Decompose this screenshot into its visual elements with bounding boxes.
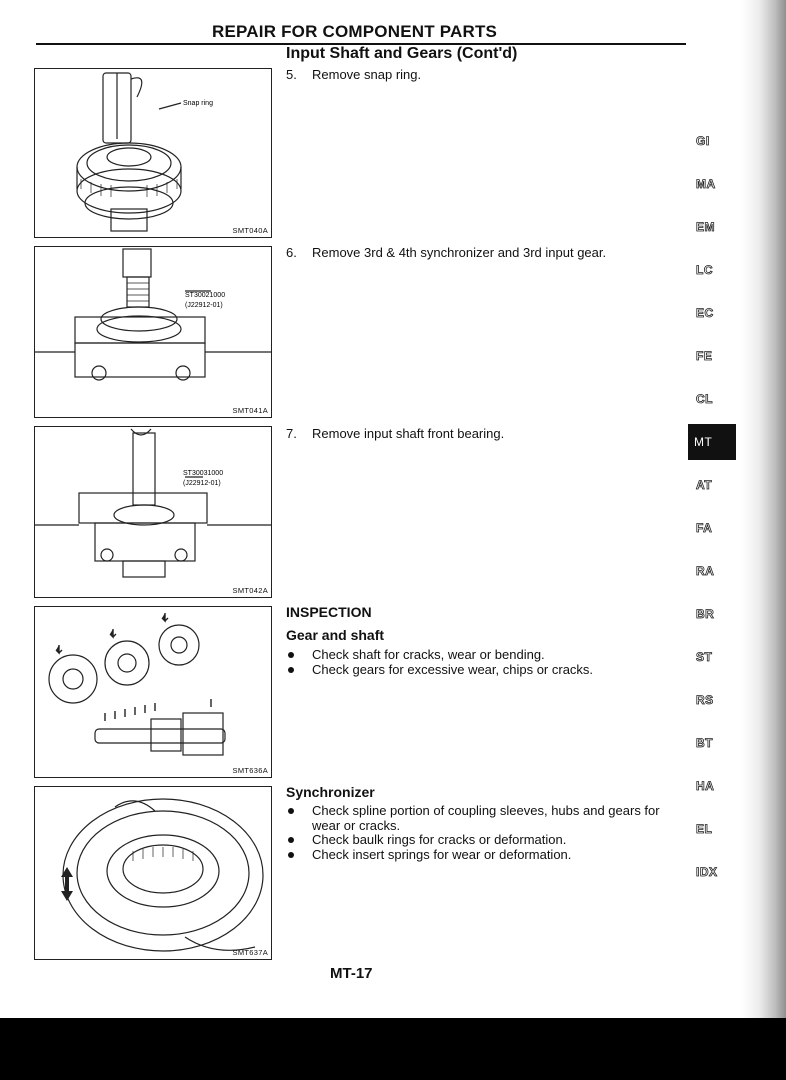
section-title: Input Shaft and Gears (Cont'd) [286, 45, 518, 62]
callout-tool-number: ST30021000 [185, 292, 226, 299]
tab-ra[interactable]: RA [696, 564, 715, 578]
tab-fe[interactable]: FE [696, 349, 713, 363]
bullet-item: Check spline portion of coupling sleeves, hubs and gears for wear or cracks. [286, 804, 690, 833]
step-6 [286, 245, 606, 260]
step-number: 6. [286, 245, 297, 260]
tab-st[interactable]: ST [696, 650, 713, 664]
synchronizer-inspection-illustration [35, 787, 271, 959]
bullet-item: Check shaft for cracks, wear or bending. [286, 648, 696, 663]
step-text: Remove input shaft front bearing. [312, 426, 505, 441]
figure-code: SMT040A [232, 226, 268, 235]
figure-front-bearing-removal [34, 426, 272, 598]
step-text: Remove 3rd & 4th synchronizer and 3rd input gear. [312, 245, 607, 260]
figure-synchronizer-inspection [34, 786, 272, 960]
step-7 [286, 426, 504, 441]
tab-gi[interactable]: GI [696, 134, 710, 148]
figure-code: SMT042A [232, 586, 268, 595]
figure-synchronizer-removal [34, 246, 272, 418]
callout-tool-alt-number: (J22912-01) [185, 302, 223, 309]
callout-tool-alt-number: (J22912-01) [183, 480, 221, 487]
tab-fa[interactable]: FA [696, 521, 713, 535]
step-number: 5. [286, 67, 297, 82]
bullet-item: Check gears for excessive wear, chips or cracks. [286, 663, 696, 678]
tab-cl[interactable]: CL [696, 392, 713, 406]
figure-snap-ring [34, 68, 272, 238]
tab-idx[interactable]: IDX [696, 865, 718, 879]
tab-el[interactable]: EL [696, 822, 713, 836]
front-bearing-removal-illustration [35, 427, 271, 597]
page-number: MT-17 [330, 965, 373, 982]
step-text: Remove snap ring. [312, 67, 422, 82]
callout-snap-ring: Snap ring [183, 100, 213, 107]
synchronizer-removal-illustration [35, 247, 271, 417]
synchronizer-bullets [286, 804, 690, 862]
figure-code: SMT041A [232, 406, 268, 415]
bullet-item: Check insert springs for wear or deformation. [286, 848, 690, 863]
scan-shadow-edge [742, 0, 786, 1018]
page-title: REPAIR FOR COMPONENT PARTS [212, 22, 498, 41]
synchronizer-heading: Synchronizer [286, 784, 375, 800]
snap-ring-illustration [35, 69, 271, 237]
tab-rs[interactable]: RS [696, 693, 714, 707]
bullet-item: Check baulk rings for cracks or deformation. [286, 833, 690, 848]
step-number: 7. [286, 426, 297, 441]
tab-bt[interactable]: BT [696, 736, 713, 750]
tab-ec[interactable]: EC [696, 306, 714, 320]
tab-lc[interactable]: LC [696, 263, 713, 277]
gear-shaft-bullets [286, 648, 696, 677]
figure-code: SMT637A [232, 948, 268, 957]
scan-bottom-band [0, 1018, 786, 1080]
gears-and-shaft-illustration [35, 607, 271, 777]
callout-tool-number: ST30031000 [183, 470, 224, 477]
step-5 [286, 67, 421, 82]
tab-ha[interactable]: HA [696, 779, 715, 793]
inspection-heading: INSPECTION [286, 604, 372, 620]
tab-at[interactable]: AT [696, 478, 713, 492]
figure-gears-and-shaft [34, 606, 272, 778]
tab-ma[interactable]: MA [696, 177, 716, 191]
figure-code: SMT636A [232, 766, 268, 775]
tab-em[interactable]: EM [696, 220, 715, 234]
tab-mt[interactable]: MT [688, 424, 736, 460]
tab-br[interactable]: BR [696, 607, 715, 621]
gear-shaft-heading: Gear and shaft [286, 627, 385, 643]
